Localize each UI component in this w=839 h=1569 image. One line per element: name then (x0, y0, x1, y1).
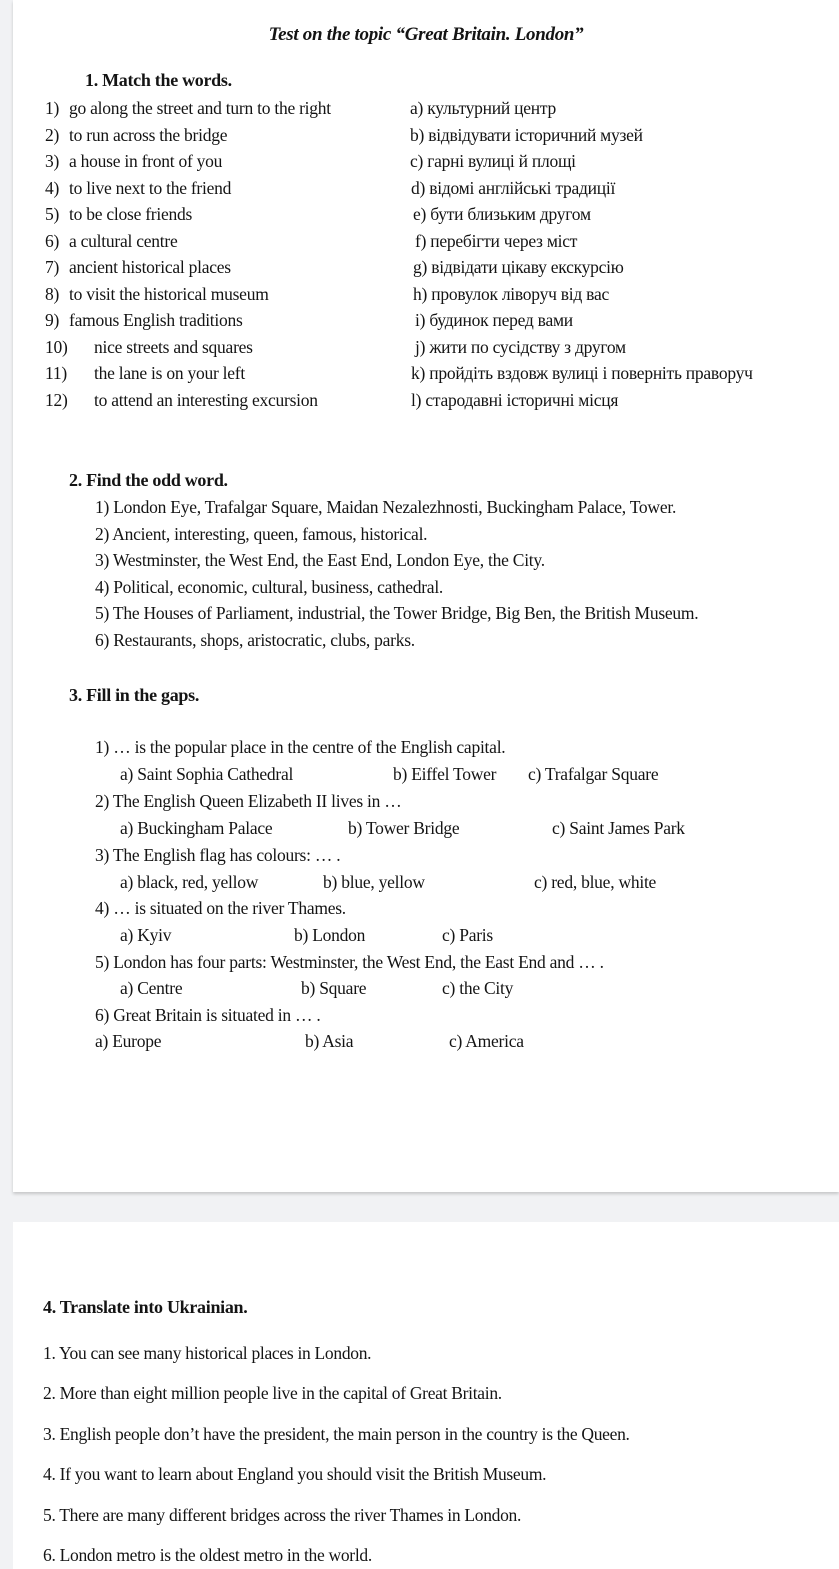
gap-option: b) Square (301, 978, 367, 998)
section-3-heading: 3. Fill in the gaps. (69, 685, 200, 705)
translate-item: 4. If you want to learn about England you should visit the British Museum. (43, 1464, 547, 1484)
odd-word-item: 3) Westminster, the West End, the East End, London Eye, the City. (95, 550, 545, 570)
item-text: famous English traditions (69, 310, 243, 330)
match-right-item: f) перебігти через міст (415, 230, 578, 251)
gap-option: a) Buckingham Palace (120, 818, 273, 838)
gap-option: a) Europe (95, 1031, 162, 1051)
translate-item: 6. London metro is the oldest metro in the world. (43, 1545, 372, 1565)
gap-option: c) red, blue, white (534, 872, 657, 892)
match-left-item (45, 257, 231, 278)
item-text: nice streets and squares (94, 336, 253, 357)
item-number: 7) (45, 257, 60, 277)
section-2-heading: 2. Find the odd word. (69, 470, 228, 490)
gap-question: 2) The English Queen Elizabeth II lives in … (95, 791, 402, 811)
gap-question: 6) Great Britain is situated in … . (95, 1005, 321, 1025)
document-page-1 (13, 0, 839, 1192)
document-title: Test on the topic “Great Britain. London” (268, 24, 584, 45)
item-number: 12) (45, 389, 68, 410)
odd-word-item: 6) Restaurants, shops, aristocratic, clubs, parks. (95, 629, 415, 650)
odd-word-item: 1) London Eye, Trafalgar Square, Maidan Nezalezhnosti, Buckingham Palace, Tower. (95, 497, 677, 517)
match-right-item: g) відвідати цікаву екскурсію (413, 257, 624, 277)
match-left-item (45, 151, 222, 172)
odd-word-item: 2) Ancient, interesting, queen, famous, historical. (95, 523, 428, 544)
gap-option: a) Saint Sophia Cathedral (120, 764, 294, 784)
translate-item: 3. English people don’t have the president, the main person in the country is the Queen. (43, 1424, 630, 1444)
item-number: 6) (45, 230, 60, 251)
gap-option: c) Trafalgar Square (528, 764, 659, 784)
gap-option: c) Paris (442, 925, 493, 945)
match-right-item: k) пройдіть вздовж вулиці і поверніть праворуч (411, 363, 753, 383)
section-1-heading: 1. Match the words. (85, 70, 232, 90)
odd-word-item: 4) Political, economic, cultural, business, cathedral. (95, 576, 444, 597)
match-right-item: d) відомі англійські традиції (411, 177, 616, 198)
gap-option: c) America (449, 1031, 524, 1051)
item-text: a cultural centre (69, 230, 178, 251)
item-text: the lane is on your left (94, 363, 245, 383)
translate-item: 2. More than eight million people live in the capital of Great Britain. (43, 1383, 502, 1403)
item-text: to run across the bridge (69, 124, 228, 145)
item-number: 1) (45, 98, 60, 118)
match-left-item (45, 337, 253, 358)
match-right-item: a) культурний центр (410, 98, 556, 118)
match-right-item: c) гарні вулиці й площі (410, 151, 576, 171)
gap-option: b) Asia (305, 1031, 354, 1051)
gap-question: 1) … is the popular place in the centre of the English capital. (95, 737, 506, 757)
gap-option: c) the City (442, 978, 514, 998)
match-left-item (45, 363, 245, 384)
section-4-heading: 4. Translate into Ukrainian. (43, 1297, 248, 1317)
match-left-item (45, 204, 192, 225)
match-left-item (45, 231, 177, 252)
match-right-item: b) відвідувати історичний музей (410, 124, 643, 145)
gap-question: 5) London has four parts: Westminster, the West End, the East End and … . (95, 952, 604, 972)
match-left-item (45, 310, 243, 331)
item-text: to visit the historical museum (69, 283, 269, 304)
item-text: go along the street and turn to the right (69, 98, 331, 118)
item-text: to live next to the friend (69, 177, 232, 198)
gap-question: 3) The English flag has colours: … . (95, 845, 341, 865)
gap-question: 4) … is situated on the river Thames. (95, 898, 346, 918)
match-right-item: e) бути близьким другом (413, 204, 591, 224)
translate-item: 1. You can see many historical places in London. (43, 1343, 372, 1363)
gap-option: a) black, red, yellow (120, 872, 259, 892)
item-number: 5) (45, 204, 60, 224)
match-right-item: l) стародавні історичні місця (411, 389, 619, 410)
gap-option: a) Kyiv (120, 925, 172, 945)
item-number: 2) (45, 124, 60, 145)
match-right-item: h) провулок ліворуч від вас (413, 283, 609, 304)
match-right-item: i) будинок перед вами (415, 310, 573, 330)
translate-item: 5. There are many different bridges across the river Thames in London. (43, 1505, 522, 1525)
item-text: to attend an interesting excursion (94, 389, 318, 410)
gap-option: c) Saint James Park (552, 818, 685, 838)
item-text: ancient historical places (69, 257, 231, 277)
match-left-item (45, 98, 331, 119)
odd-word-item: 5) The Houses of Parliament, industrial, the Tower Bridge, Big Ben, the British Museum. (95, 603, 699, 623)
item-number: 9) (45, 310, 60, 330)
match-left-item (45, 178, 231, 199)
gap-option: b) blue, yellow (323, 872, 425, 892)
item-number: 4) (45, 177, 60, 198)
match-left-item (45, 390, 318, 411)
gap-option: b) Tower Bridge (348, 818, 460, 838)
item-text: a house in front of you (69, 151, 223, 171)
gap-option: b) Eiffel Tower (393, 764, 497, 784)
document-page-2 (13, 1222, 839, 1569)
match-right-item: j) жити по сусідству з другом (415, 336, 626, 357)
item-text: to be close friends (69, 204, 193, 224)
gap-option: b) London (294, 925, 366, 945)
match-left-item (45, 284, 269, 305)
item-number: 11) (45, 363, 67, 383)
match-left-item (45, 125, 227, 146)
item-number: 3) (45, 151, 60, 171)
gap-option: a) Centre (120, 978, 183, 998)
item-number: 10) (45, 336, 68, 357)
item-number: 8) (45, 283, 60, 304)
